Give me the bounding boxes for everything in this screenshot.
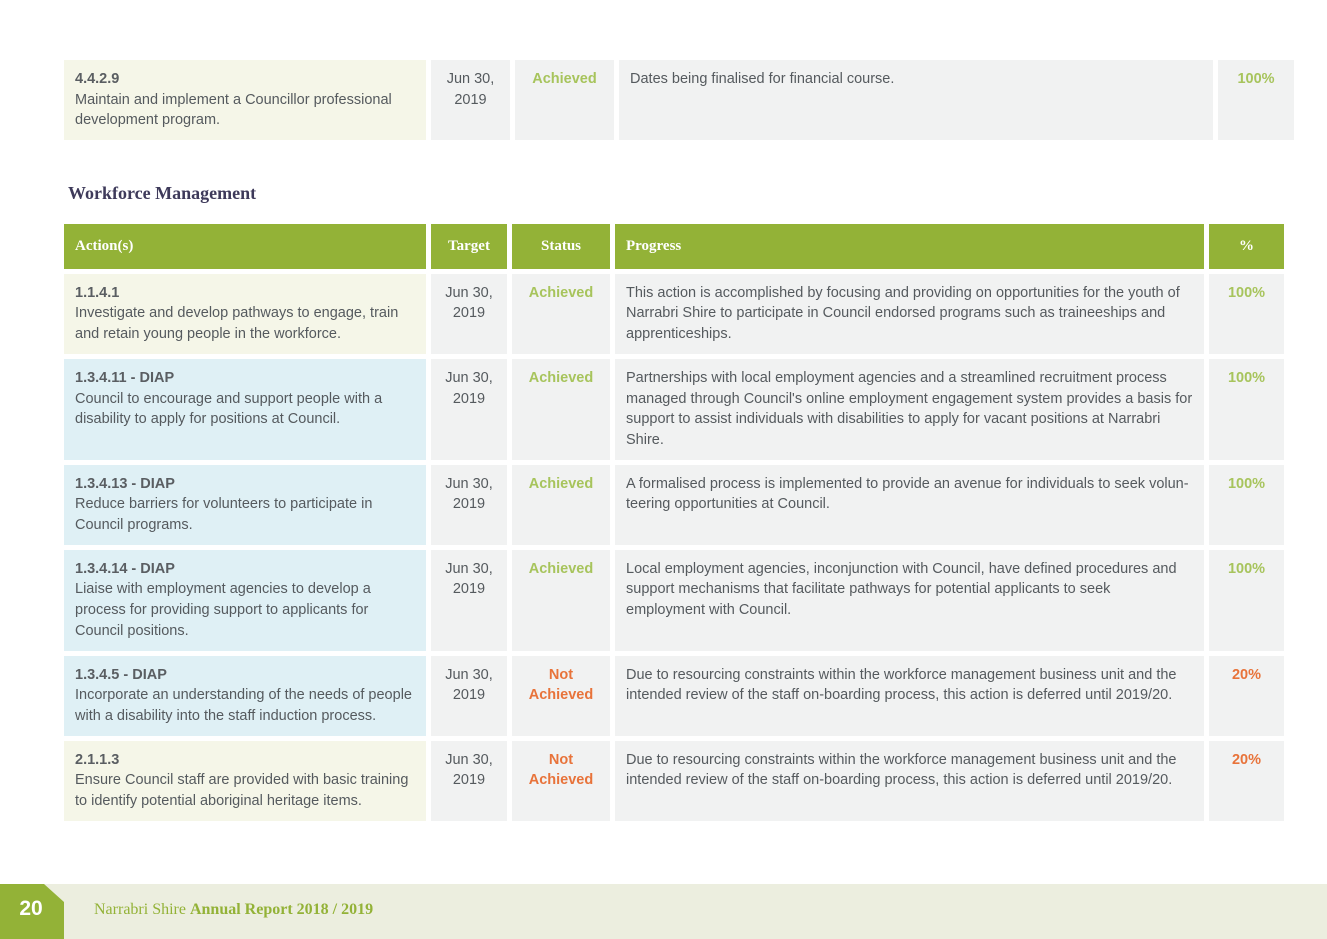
progress-cell: Due to resourcing constraints within the workforce management business unit and the intended review of the staff on-boarding process, this action is deferred until 2019/20.: [615, 741, 1204, 821]
percent-cell: 100%: [1209, 550, 1284, 651]
table-row: [64, 465, 1284, 545]
percent-cell: 100%: [1209, 465, 1284, 545]
table-row: [64, 741, 1284, 821]
action-text: Incorporate an understanding of the needs of people with a disability into the staff induction process.: [75, 687, 412, 724]
action-text: Liaise with employment agencies to develop a process for providing support to applicants for Council positions.: [75, 581, 371, 639]
action-text: Reduce barriers for volunteers to participate in Council programs.: [75, 496, 373, 534]
status-cell: Achieved: [512, 274, 610, 354]
target-cell: Jun 30, 2019: [431, 359, 507, 460]
action-text: Investigate and develop pathways to engage, train and retain young people in the workforce.: [75, 305, 399, 343]
percent-cell: 100%: [1209, 274, 1284, 354]
footer-report: Annual Report 2018 / 2019: [189, 901, 374, 918]
table-row: [64, 359, 1284, 460]
header-status: Status: [512, 224, 610, 269]
page-number: 20: [19, 897, 43, 920]
action-cell: [64, 359, 426, 460]
header-percent: %: [1209, 224, 1284, 269]
action-code: 4.4.2.9: [75, 71, 120, 87]
percent-cell: 20%: [1209, 656, 1284, 736]
action-cell: [64, 465, 426, 545]
section-title: Workforce Management: [68, 183, 257, 203]
status-cell: Not Achieved: [512, 656, 610, 736]
status-cell: Not Achieved: [512, 741, 610, 821]
progress-cell: Due to resourcing constraints within the workforce management business unit and the intended review of the staff on-boarding process, this action is deferred until 2019/20.: [615, 656, 1204, 736]
progress-cell: Local employment agencies, inconjunction with Council, have defined procedures and support mechanisms that facilitate pathways for potential applicants to seek employment with Council.: [615, 550, 1204, 651]
table-row: [64, 550, 1284, 651]
action-cell: [64, 60, 426, 140]
status-cell: Achieved: [512, 465, 610, 545]
table-row: [64, 274, 1284, 354]
action-cell: [64, 550, 426, 651]
action-code: 1.1.4.1: [75, 284, 120, 301]
action-cell: [64, 274, 426, 354]
progress-cell: This action is accomplished by focusing and providing on opportunities for the youth of Narrabri Shire to participate in Council endorsed programs such as traineeships and apprenticeships.: [615, 274, 1204, 354]
percent-cell: 100%: [1209, 359, 1284, 460]
footer-title: [94, 901, 373, 919]
table-row: [64, 60, 1294, 140]
status-cell: Achieved: [515, 60, 614, 140]
target-cell: Jun 30, 2019: [431, 465, 507, 545]
percent-cell: 100%: [1218, 60, 1294, 140]
action-code: 1.3.4.14 - DIAP: [75, 560, 175, 577]
percent-cell: 20%: [1209, 741, 1284, 821]
header-progress: Progress: [615, 224, 1204, 269]
action-code: 1.3.4.13 - DIAP: [75, 475, 175, 492]
target-cell: Jun 30, 2019: [431, 741, 507, 821]
header-action: Action(s): [64, 224, 426, 269]
table-row: [64, 656, 1284, 736]
progress-cell: Dates being finalised for financial course.: [619, 60, 1213, 140]
table-header-row: [64, 224, 1284, 269]
top-action-table: [59, 55, 1299, 145]
action-code: 2.1.1.3: [75, 751, 120, 768]
target-cell: Jun 30, 2019: [431, 656, 507, 736]
header-target: Target: [431, 224, 507, 269]
action-text: Maintain and implement a Councillor professional development program.: [75, 91, 392, 129]
action-code: 1.3.4.5 - DIAP: [75, 666, 167, 683]
target-cell: Jun 30, 2019: [431, 60, 510, 140]
status-cell: Achieved: [512, 359, 610, 460]
progress-cell: Partnerships with local employment agencies and a streamlined recruitment process managed through Council's online employment engagement system provides a basis for support to assist individuals with disabilities to apply for vacant positions at Narrabri Shire.: [615, 359, 1204, 460]
action-text: Ensure Council staff are provided with basic training to identify potential aboriginal heritage items.: [75, 772, 409, 810]
action-text: Council to encourage and support people with a disability to apply for positions at Council.: [75, 390, 383, 428]
progress-cell: A formalised process is implemented to provide an avenue for individuals to seek volun-teering opportunities at Council.: [615, 465, 1204, 545]
workforce-table: [59, 219, 1289, 826]
target-cell: Jun 30, 2019: [431, 274, 507, 354]
action-cell: [64, 741, 426, 821]
target-cell: Jun 30, 2019: [431, 550, 507, 651]
action-code: 1.3.4.11 - DIAP: [75, 369, 175, 386]
status-cell: Achieved: [512, 550, 610, 651]
footer-shire: Narrabri Shire: [94, 901, 186, 918]
action-cell: [64, 656, 426, 736]
page-footer: [0, 884, 1327, 939]
